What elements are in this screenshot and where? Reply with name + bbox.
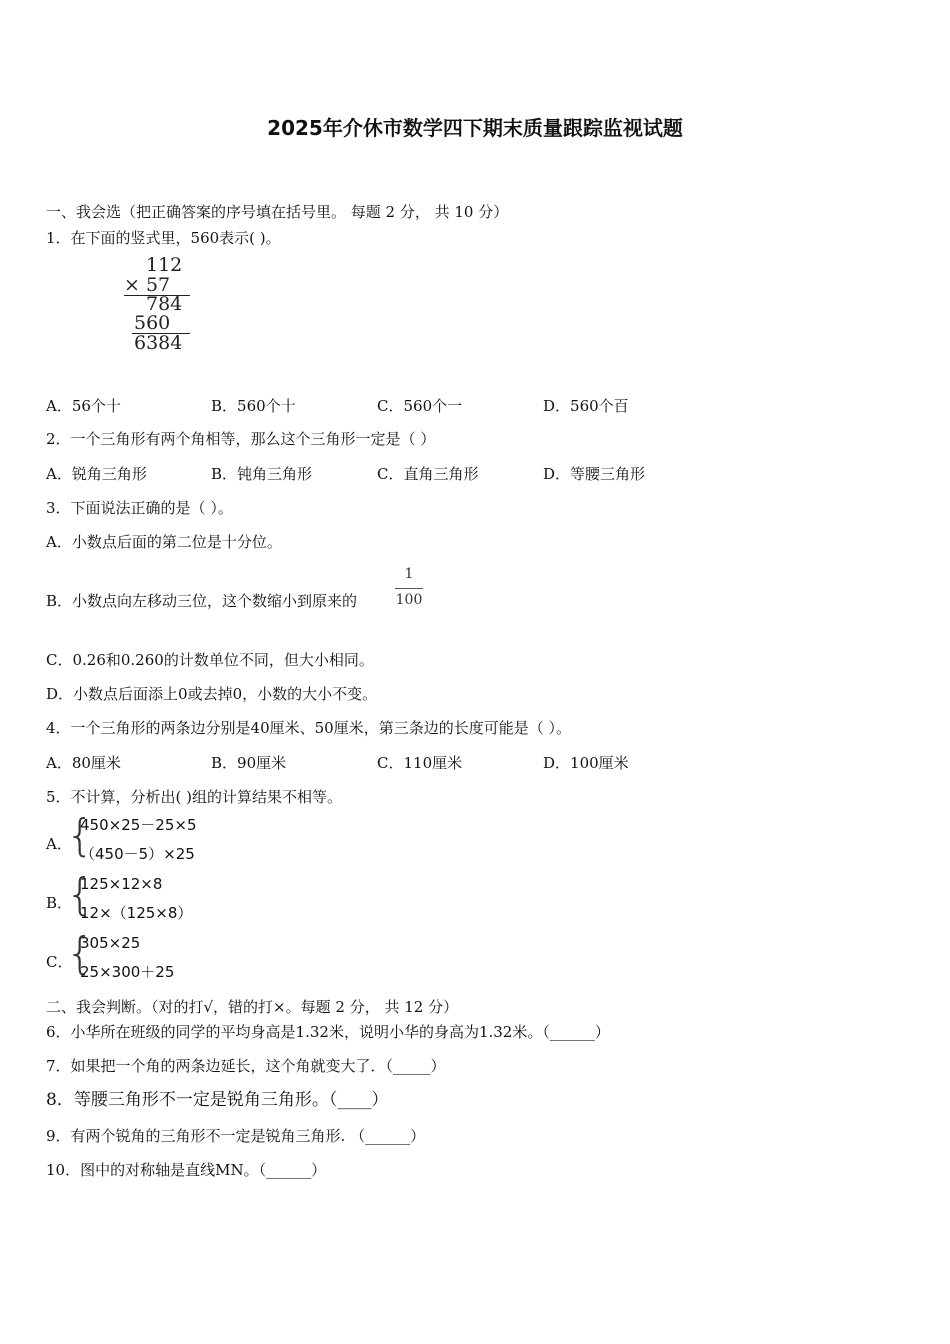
question-1-stem: 1．在下面的竖式里，560表示( )。 xyxy=(46,229,281,247)
q2-option-b: B．钝角三角形 xyxy=(211,465,313,483)
fraction-bar xyxy=(395,588,423,589)
question-8: 8．等腰三角形不一定是锐角三角形。（____） xyxy=(46,1090,389,1110)
q3-option-c: C．0.26和0.260的计数单位不同，但大小相同。 xyxy=(46,651,374,669)
q5-c-line-1: 305×25 xyxy=(80,934,141,952)
q5-c-line-2: 25×300＋25 xyxy=(80,963,175,981)
q1-option-d: D．560个百 xyxy=(543,397,629,415)
vm-row-2: × 57 xyxy=(124,274,171,296)
q3-option-b: B．小数点向左移动三位，这个数缩小到原来的 xyxy=(46,592,358,610)
vm-row-1: 112 xyxy=(146,254,183,276)
q1-option-a: A．56个十 xyxy=(46,397,121,415)
fraction-denominator: 100 xyxy=(395,592,423,608)
q5-b-line-1: 125×12×8 xyxy=(80,875,163,893)
q3-option-a: A．小数点后面的第二位是十分位。 xyxy=(46,533,282,551)
question-6: 6．小华所在班级的同学的平均身高是1.32米，说明小华的身高为1.32米。（______） xyxy=(46,1023,610,1041)
vm-row-3: 784 xyxy=(146,293,183,315)
q1-option-c: C．560个一 xyxy=(377,397,463,415)
q5-b-line-2: 12×（125×8） xyxy=(80,904,193,922)
q2-option-c: C．直角三角形 xyxy=(377,465,479,483)
page-title: 2025年介休市数学四下期末质量跟踪监视试题 xyxy=(267,116,683,140)
question-10: 10．图中的对称轴是直线MN。（______） xyxy=(46,1161,327,1179)
q5-c-label: C． xyxy=(46,953,73,971)
q2-option-a: A．锐角三角形 xyxy=(46,465,147,483)
q1-option-b: B．560个十 xyxy=(211,397,296,415)
q5-a-label: A． xyxy=(46,835,72,853)
question-3-stem: 3．下面说法正确的是（ ）。 xyxy=(46,499,233,517)
vm-row-4: 560 xyxy=(134,312,171,334)
left-brace-icon: { xyxy=(66,869,94,920)
q5-a-line-2: （450－5）×25 xyxy=(80,845,195,863)
fraction-numerator: 1 xyxy=(404,566,414,582)
left-brace-icon: { xyxy=(66,928,94,979)
q4-option-a: A．80厘米 xyxy=(46,754,121,772)
vm-row-5: 6384 xyxy=(134,332,183,354)
q3-option-d: D．小数点后面添上0或去掉0，小数的大小不变。 xyxy=(46,685,378,703)
q4-option-c: C．110厘米 xyxy=(377,754,463,772)
question-5-stem: 5．不计算，分析出( )组的计算结果不相等。 xyxy=(46,788,343,806)
q5-a-line-1: 450×25－25×5 xyxy=(80,816,197,834)
q5-b-label: B． xyxy=(46,894,73,912)
q2-option-d: D．等腰三角形 xyxy=(543,465,646,483)
q4-option-b: B．90厘米 xyxy=(211,754,287,772)
q4-option-d: D．100厘米 xyxy=(543,754,629,772)
question-4-stem: 4．一个三角形的两条边分别是40厘米、50厘米，第三条边的长度可能是（ ）。 xyxy=(46,719,571,737)
section-1-heading: 一、我会选（把正确答案的序号填在括号里。 每题 2 分， 共 10 分） xyxy=(46,203,509,221)
question-2-stem: 2．一个三角形有两个角相等，那么这个三角形一定是（ ） xyxy=(46,430,436,448)
left-brace-icon: { xyxy=(66,810,94,861)
question-9: 9．有两个锐角的三角形不一定是锐角三角形. （______） xyxy=(46,1127,426,1145)
section-2-heading: 二、我会判断。（对的打√，错的打×。每题 2 分， 共 12 分） xyxy=(46,998,459,1016)
question-7: 7．如果把一个角的两条边延长，这个角就变大了．（_____） xyxy=(46,1057,446,1075)
